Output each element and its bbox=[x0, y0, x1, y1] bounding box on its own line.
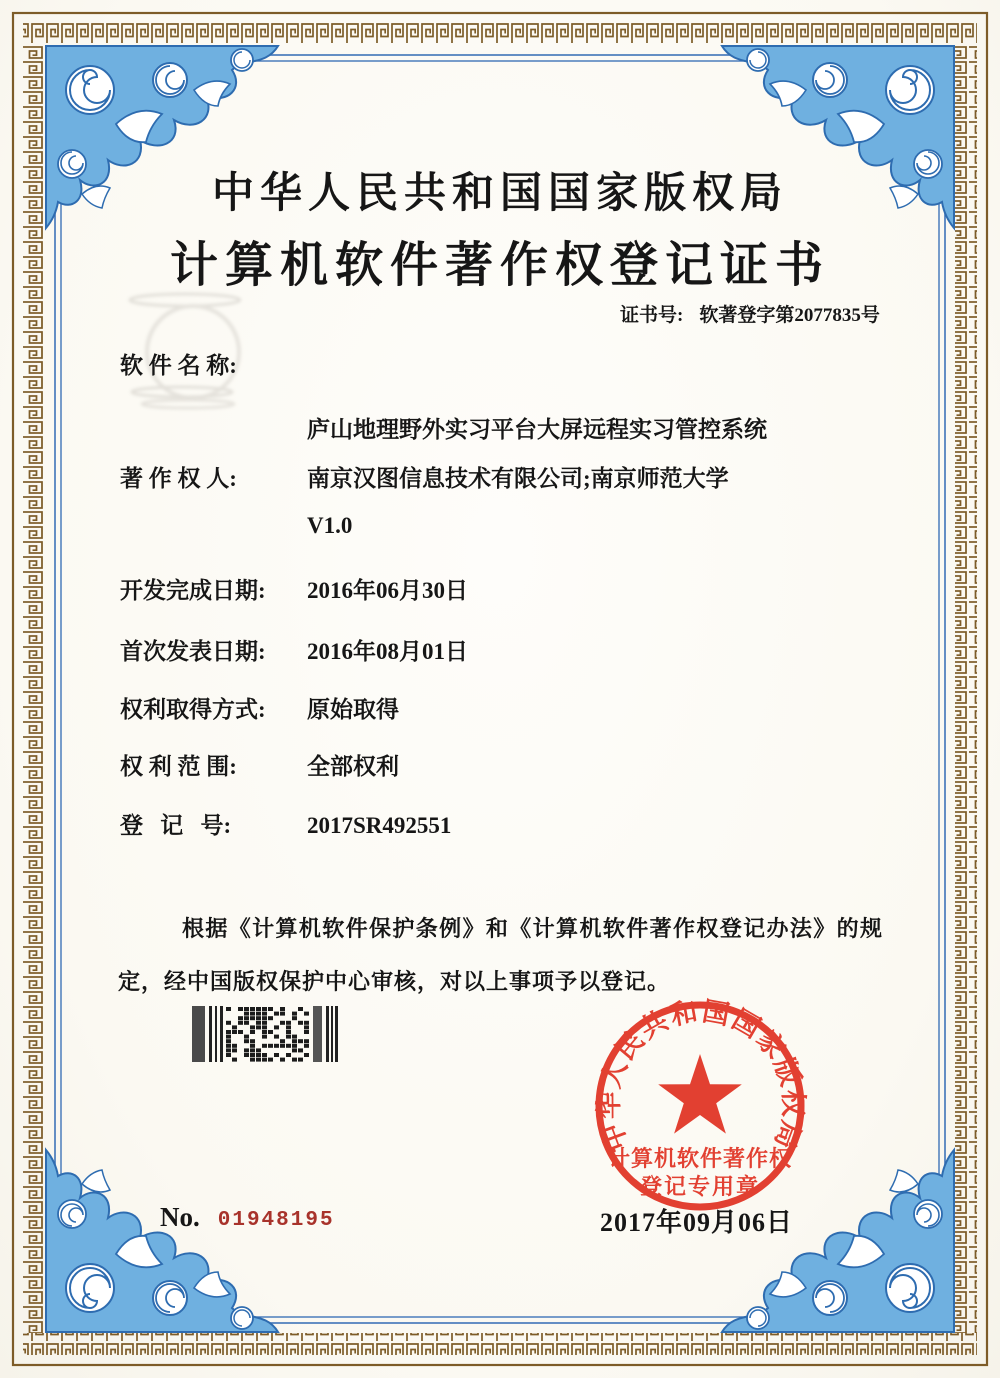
page-title: 中华人民共和国国家版权局 bbox=[211, 171, 788, 217]
field-label: 软 件 名 称: bbox=[120, 353, 237, 378]
field-row-copyright-owner bbox=[120, 463, 729, 495]
document-title: 计算机软件著作权登记证书 bbox=[169, 239, 830, 292]
field-value: 全部权利 bbox=[307, 754, 399, 779]
field-label: 著 作 权 人: bbox=[120, 466, 237, 491]
issue-date: 2017年09月06日 bbox=[600, 1208, 794, 1237]
certificate-number-value: 软著登字第2077835号 bbox=[699, 305, 880, 326]
certificate-number bbox=[620, 300, 880, 327]
field-row-registration-number bbox=[120, 810, 451, 842]
field-value: 庐山地理野外实习平台大屏远程实习管控系统 V1.0 bbox=[307, 417, 767, 538]
field-value: 原始取得 bbox=[307, 697, 399, 722]
official-seal bbox=[594, 996, 808, 1207]
field-row-rights-scope bbox=[120, 751, 399, 783]
field-label: 开发完成日期: bbox=[120, 578, 266, 603]
field-row-first-publication-date bbox=[120, 636, 468, 668]
field-row-acquisition-method bbox=[120, 694, 399, 726]
seal-text-line1: 计算机软件著作权 bbox=[607, 1146, 793, 1171]
field-label: 登 记 号: bbox=[120, 813, 232, 838]
barcode bbox=[192, 1006, 338, 1062]
serial-prefix: No. bbox=[160, 1202, 200, 1232]
field-label: 权利取得方式: bbox=[120, 697, 266, 722]
seal-ring-text: 中华人民共和国国家版权局 bbox=[593, 996, 809, 1155]
field-label: 首次发表日期: bbox=[120, 639, 266, 664]
certificate-number-label: 证书号: bbox=[620, 305, 684, 326]
seal-text-line2: 登记专用章 bbox=[639, 1174, 761, 1199]
field-value: 2016年08月01日 bbox=[307, 639, 468, 664]
field-value: 2016年06月30日 bbox=[307, 578, 468, 603]
field-value: 2017SR492551 bbox=[307, 813, 452, 838]
field-row-completion-date bbox=[120, 575, 468, 607]
field-label: 权 利 范 围: bbox=[120, 754, 237, 779]
registration-statement: 根据《计算机软件保护条例》和《计算机软件著作权登记办法》的规定，经中国版权保护中心审核，对以上事项予以登记。 bbox=[118, 916, 883, 994]
field-value: 南京汉图信息技术有限公司;南京师范大学 bbox=[307, 466, 729, 491]
greek-key-border bbox=[23, 23, 977, 1355]
red-star-icon bbox=[658, 1054, 742, 1134]
serial-number-value: 01948195 bbox=[217, 1209, 335, 1232]
serial-number bbox=[160, 1202, 335, 1233]
